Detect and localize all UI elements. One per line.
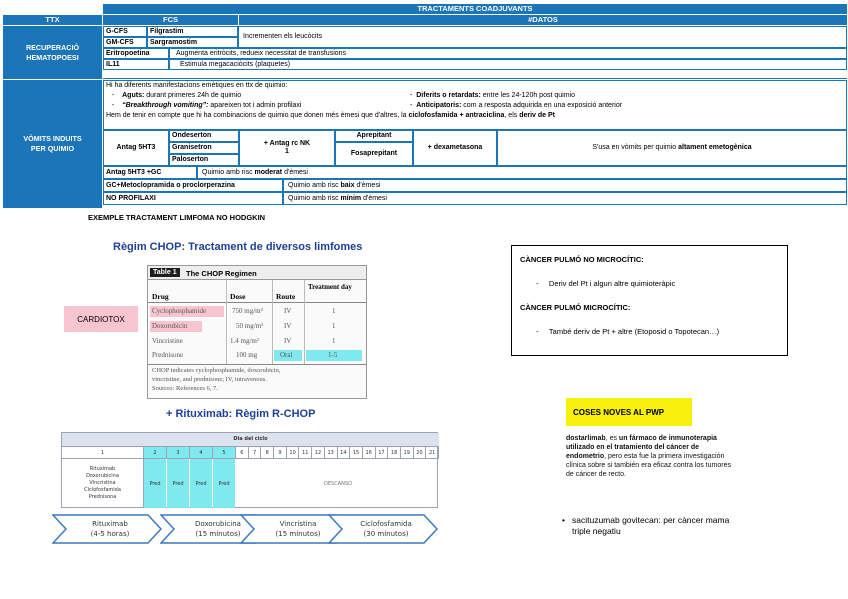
day-cell-16: 16	[363, 446, 376, 459]
step-2-name: Doxorubicina	[195, 520, 241, 528]
nomicro-item: - Deriv del Pt i algun altre quimioteràpic	[536, 279, 676, 288]
aguts-text: durant primeres 24h de quimio	[144, 92, 242, 99]
bullet-text: sacituzumab govitecan: per càncer mama triple negatiu	[572, 515, 730, 536]
coses-noves-title: COSES NOVES AL PWP	[566, 398, 692, 426]
rchop-drug-5: Prednisona	[88, 494, 117, 500]
rchop-drug-4: Ciclofosfamida	[84, 487, 121, 493]
combinacions-mid: , els	[504, 112, 520, 119]
vomits-label: VÒMITS INDUITS PER QUIMIO	[3, 80, 102, 208]
diferits-label: Diferits o retardats:	[416, 92, 481, 99]
rchop-drug-3: Vincristina	[89, 480, 116, 486]
pred-day-1	[144, 459, 166, 508]
antag5ht3: Antag 5HT3	[103, 130, 169, 166]
day-cell-20: 20	[414, 446, 427, 459]
day-cell-12: 12	[312, 446, 325, 459]
chop-row-4-dose: 100 mg	[236, 351, 258, 359]
rchop-drug-2: Doxorubicina	[86, 473, 119, 479]
rchop-title: + Rituximab: Règim R-CHOP	[166, 408, 316, 420]
minim-end: d'èmesi	[361, 194, 387, 202]
chop-row-4-route: Oral	[280, 351, 293, 359]
rchop-step-4	[328, 514, 438, 544]
pred-day-3	[190, 459, 212, 508]
day-cell-17: 17	[376, 446, 389, 459]
chop-row-1-route: IV	[284, 307, 292, 315]
chop-row-4-day: 1-5	[328, 351, 338, 359]
p-bold-1: dostarlimab	[566, 435, 606, 442]
chop-table	[147, 265, 367, 399]
coses-noves-bullet: • sacituzumab govitecan: per càncer mama triple negatiu	[562, 515, 742, 537]
day-cell-21: 21	[426, 446, 439, 459]
day-cell-8: 8	[261, 446, 274, 459]
anticipatoris-line: - Anticipatoris: com a resposta adquirida en una exposició anterior	[410, 102, 623, 109]
dia-label: Dia del ciclo	[62, 433, 439, 446]
day-cell-9: 9	[274, 446, 287, 459]
nomicro-item-text: Deriv del Pt i algun altre quimioteràpic	[548, 279, 676, 288]
day-cell-1: 1	[62, 446, 144, 459]
combinacions-bold: ciclofosfamida + antraciclina	[408, 112, 505, 119]
exemple-title: EXEMPLE TRACTAMENT LIMFOMA NO HODGKIN	[88, 213, 266, 222]
moderat-end: d'èmesi	[282, 168, 308, 176]
coses-noves-paragraph	[566, 434, 731, 479]
altament-text: S'usa en vòmits per quimio	[592, 144, 679, 151]
chop-row-3-drug: Vincristine	[152, 337, 183, 345]
chop-row-2-drug: Doxorubicin	[152, 322, 188, 330]
vomits-intro: Hi ha diferents manifestacions emètiques en ttx de quimio:	[106, 82, 288, 89]
gcfs-code: G-CFS	[103, 26, 147, 37]
day-cell-10: 10	[287, 446, 300, 459]
p-bold-2: un fármaco de inmunoterapia utilizado en el tratamiento del cáncer de endometrio	[566, 435, 717, 460]
setron-1: Ondeserton	[169, 130, 239, 142]
rchop-drug-1: Rituximab	[89, 466, 116, 472]
moderat-text: Quimio amb risc	[202, 168, 255, 176]
moderat-code: Antag 5HT3 +GC	[103, 166, 197, 179]
setron-3: Paloserton	[169, 154, 239, 166]
cancer-pulmo-box	[511, 245, 788, 356]
chop-row-3-day: 1	[332, 337, 336, 345]
step-1-time: (4-5 horas)	[90, 530, 130, 538]
diferits-line: - Diferits o retardats: entre les 24-120h post quimio	[410, 92, 575, 99]
p-1: , es	[605, 435, 619, 442]
leucocits-text: Incrementen els leucòcits	[238, 26, 847, 48]
baix-text: Quimio amb risc	[288, 181, 341, 189]
pred-day-2	[167, 459, 189, 508]
minim-bold: mínim	[340, 194, 362, 202]
combinacions-text: Hem de tenir en compte que hi ha combinacions de quimio que donen més èmesi que d'altres, la	[106, 112, 409, 119]
breakthrough-text: apareixen tot i admin profilaxi	[208, 102, 302, 109]
step-4-time: (30 minutos)	[363, 530, 409, 538]
micro-title: CÀNCER PULMÓ MICROCÍTIC:	[520, 303, 631, 312]
day-cell-3: 3	[167, 446, 190, 459]
aguts-line: - Aguts: durant primeres 24h de quimio	[112, 92, 242, 99]
table-title: The CHOP Regimen	[186, 269, 257, 278]
chop-row-3-dose: 1.4 mg/m²	[230, 337, 259, 345]
baix-bold: baix	[340, 181, 355, 189]
day-cell-6: 6	[236, 446, 249, 459]
day-cell-11: 11	[299, 446, 312, 459]
micro-item: - També deriv de Pt + altre (Etoposid o Topotecan…)	[536, 327, 720, 336]
day-cell-2: 2	[144, 446, 167, 459]
rchop-step-1	[52, 514, 162, 544]
chop-row-3-route: IV	[284, 337, 292, 345]
chop-row-2-dose: 50 mg/m²	[236, 322, 264, 330]
altament-cell	[497, 130, 847, 166]
header-datos: #DATOS	[239, 15, 847, 25]
chop-row-4-drug: Prednisone	[152, 351, 184, 359]
il11-text: Estimula megacaciòcits (plaquetes)	[169, 59, 847, 70]
col-route: Route	[276, 292, 296, 301]
main-title: TRACTAMENTS COADJUVANTS	[103, 4, 847, 14]
baix-end: d'èmesi	[354, 181, 381, 189]
pred-day-4	[213, 459, 235, 508]
minim-cell	[283, 192, 847, 205]
gmcfs-drug: Sargramostim	[147, 37, 238, 48]
recuperacio-label: RECUPERACIÓ HEMATOPOESI	[3, 26, 102, 79]
eritro-text: Augmenta eritròcits, redueix necessitat de transfusions	[169, 48, 847, 59]
diferits-text: entre les 24-120h post quimio	[480, 92, 575, 99]
aguts-label: Aguts:	[122, 92, 145, 99]
minim-text: Quimio amb risc	[288, 194, 341, 202]
fosaprepitant: Fosaprepitant	[335, 142, 413, 166]
moderat-bold: moderat	[254, 168, 283, 176]
rchop-schedule	[61, 432, 438, 508]
baix-code: GC+Metoclopramida o proclorperazina	[103, 179, 283, 192]
p-2: , pero esta fue la primera investigación clínica sobre si también era eficaz contra los tumores de cáncer de recto.	[566, 453, 731, 478]
altament-bold: altament emetogènica	[678, 144, 752, 151]
combinacions-bold2: deriv de Pt	[519, 112, 556, 119]
gmcfs-code: GM-CFS	[103, 37, 147, 48]
col-day: Treatment day	[308, 283, 352, 291]
combinacions-line	[106, 111, 555, 120]
header-fcs: FCS	[103, 15, 238, 25]
gcfs-drug: Filgrastim	[147, 26, 238, 37]
dexametasona: + dexametasona	[413, 130, 497, 166]
anticipatoris-label: Anticipatoris:	[416, 102, 462, 109]
step-4-name: Ciclofosfamida	[360, 520, 412, 528]
il11-code: IL11	[103, 59, 169, 70]
chop-row-1-drug: Cyclophosphamide	[152, 307, 207, 315]
baix-cell	[283, 179, 847, 192]
step-3-name: Vincristina	[279, 520, 317, 528]
chop-row-1-day: 1	[332, 307, 336, 315]
chop-title: Règim CHOP: Tractament de diversos limfomes	[113, 241, 363, 253]
chop-footnote-1: CHOP indicates cyclophosphamide, doxorubicin,	[152, 367, 281, 374]
day-cell-14: 14	[338, 446, 351, 459]
eritro-code: Eritropoetina	[103, 48, 169, 59]
breakthrough-label: “Breakthrough vomiting”:	[122, 102, 209, 109]
col-dose: Dose	[230, 292, 246, 301]
breakthrough-line: - “Breakthrough vomiting”: apareixen tot i admin profilaxi	[112, 102, 302, 109]
step-1-name: Rituximab	[92, 520, 128, 528]
step-2-time: (15 minutos)	[195, 530, 241, 538]
micro-item-text: També deriv de Pt + altre (Etoposid o Topotecan…)	[548, 327, 720, 336]
nomicro-title: CÀNCER PULMÓ NO MICROCÍTIC:	[520, 255, 644, 264]
pred-text-2: Pred	[172, 480, 184, 487]
moderat-cell	[197, 166, 847, 179]
step-3-time: (15 minutos)	[275, 530, 321, 538]
minim-code: NO PROFILAXI	[103, 192, 283, 205]
cardiotox-label: CARDIOTOX	[64, 306, 138, 332]
day-cell-13: 13	[325, 446, 338, 459]
day-cell-5: 5	[213, 446, 236, 459]
day-cell-18: 18	[388, 446, 401, 459]
pred-text-1: Pred	[149, 480, 161, 487]
pred-text-3: Pred	[195, 480, 207, 487]
col-drug: Drug	[152, 292, 169, 301]
day-cell-19: 19	[401, 446, 414, 459]
chop-footnote-2: vincristine, and prednisone; IV, intravenous.	[152, 376, 267, 383]
table-label: Table 1	[150, 268, 180, 277]
antag-nk1: + Antag rc NK 1	[239, 130, 335, 166]
day-cell-7: 7	[249, 446, 262, 459]
aprepitant: Aprepitant	[335, 130, 413, 142]
day-cell-15: 15	[350, 446, 363, 459]
pred-text-4: Pred	[218, 480, 230, 487]
chop-footnote-3: Sources: References 6, 7.	[152, 385, 218, 392]
chop-row-1-dose: 750 mg/m²	[232, 307, 263, 315]
chop-row-2-day: 1	[332, 322, 336, 330]
header-ttx: TTX	[3, 15, 102, 25]
anticipatoris-text: com a resposta adquirida en una exposició anterior	[461, 102, 623, 109]
descanso: DESCANSO	[324, 480, 352, 487]
chop-row-2-route: IV	[284, 322, 292, 330]
day-cell-4: 4	[190, 446, 213, 459]
setron-2: Granisetron	[169, 142, 239, 154]
